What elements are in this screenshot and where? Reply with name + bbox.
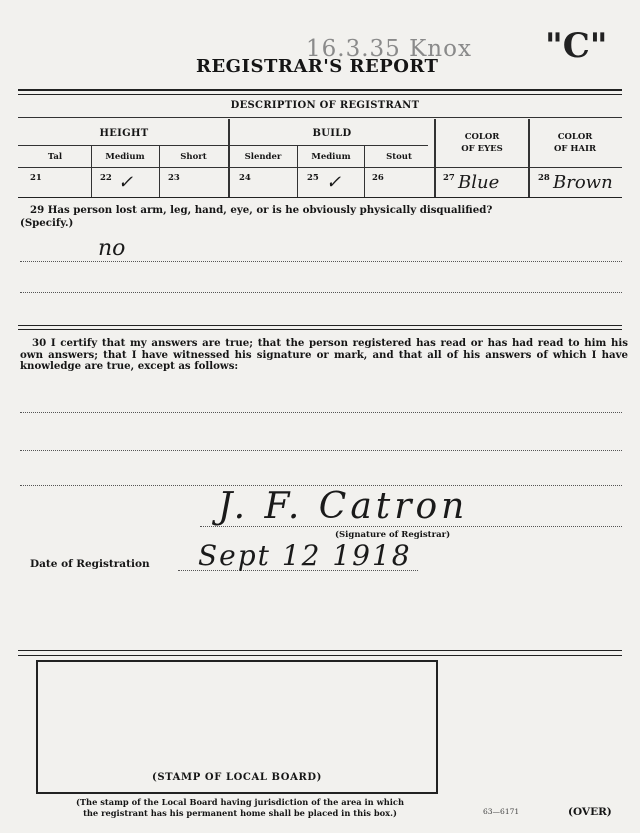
group-header-line — [18, 145, 428, 146]
section-rule-2 — [18, 650, 622, 651]
field-27-number: 27 — [443, 173, 455, 183]
build-medium-label: Medium — [311, 152, 351, 162]
section-rule-2b — [18, 655, 622, 656]
height-label: HEIGHT — [99, 128, 149, 139]
top-rule-2 — [18, 94, 622, 95]
class-mark: "C" — [545, 26, 608, 66]
grid-divider-3 — [528, 119, 530, 197]
field-23-number: 23 — [168, 173, 180, 183]
answer-line-29-2 — [20, 292, 622, 293]
date-line — [178, 570, 418, 571]
question-29-text: 29 Has person lost arm, leg, hand, eye, or is he obviously physically disqualified? — [30, 204, 493, 216]
hair-color-value: Brown — [553, 172, 613, 193]
answer-line-30-1 — [20, 412, 622, 413]
field-28-number: 28 — [538, 173, 550, 183]
question-30-text: 30 I certify that my answers are true; that the person registered has read or has had read to him his own answers; that I have witnessed his signature or mark, and that all of his answers of which I have knowledge are true, except as follows: — [20, 337, 628, 372]
field-24-number: 24 — [239, 173, 251, 183]
height-medium-label: Medium — [105, 152, 145, 162]
eyes-label-2: OF EYES — [461, 144, 503, 154]
date-label: Date of Registration — [30, 558, 150, 570]
description-heading: DESCRIPTION OF REGISTRANT — [230, 100, 420, 111]
grid-bottom-line — [18, 197, 622, 198]
field-21-number: 21 — [30, 173, 42, 183]
eyes-label-1: COLOR — [464, 132, 500, 142]
registrar-signature: J. F. Catron — [218, 486, 469, 527]
form-number: 63—6171 — [483, 807, 520, 816]
grid-top-line — [18, 117, 622, 118]
field-22-number: 22 — [100, 173, 112, 183]
answer-line-30-2 — [20, 450, 622, 451]
serial-annotation: 16.3.35 Knox — [306, 36, 472, 62]
height-tal-label: Tal — [47, 152, 63, 162]
build-medium-checkmark: ✓ — [326, 172, 342, 193]
top-rule — [18, 89, 622, 91]
grid-divider-2 — [434, 119, 436, 197]
question-29-specify: (Specify.) — [20, 217, 74, 229]
page-title: REGISTRAR'S REPORT — [196, 56, 439, 77]
registration-date: Sept 12 1918 — [198, 539, 412, 572]
signature-line — [200, 526, 622, 527]
eye-color-value: Blue — [458, 172, 500, 193]
signature-caption: (Signature of Registrar) — [335, 530, 451, 540]
build-label: BUILD — [312, 128, 352, 139]
hair-label-2: OF HAIR — [553, 144, 597, 154]
height-medium-checkmark: ✓ — [118, 172, 134, 193]
section-rule-1 — [18, 325, 622, 326]
over-marker: (OVER) — [568, 806, 612, 818]
hair-label-1: COLOR — [557, 132, 593, 142]
question-29-answer: no — [98, 236, 126, 261]
grid-divider-b2 — [364, 146, 365, 197]
subheader-line — [18, 167, 622, 168]
answer-line-29-1 — [20, 261, 622, 262]
stamp-note-line-1: (The stamp of the Local Board having jurisdiction of the area in which — [75, 797, 405, 807]
stamp-note-line-2: the registrant has his permanent home shall be placed in this box.) — [83, 808, 397, 818]
field-26-number: 26 — [372, 173, 384, 183]
build-stout-label: Stout — [386, 152, 412, 162]
height-short-label: Short — [180, 152, 207, 162]
build-slender-label: Slender — [244, 152, 282, 162]
section-rule-1b — [18, 329, 622, 330]
field-25-number: 25 — [307, 173, 319, 183]
stamp-caption: (STAMP OF LOCAL BOARD) — [152, 772, 322, 783]
